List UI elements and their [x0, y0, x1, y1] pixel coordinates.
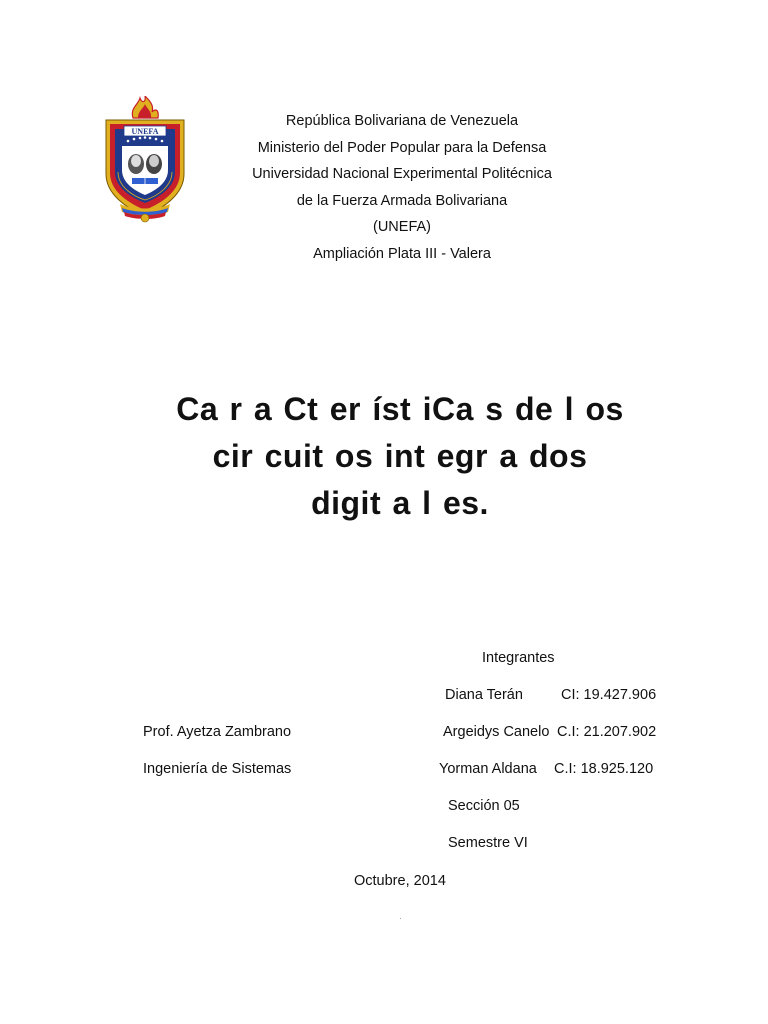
member-name: Yorman Aldana	[439, 761, 537, 777]
page-dot: ·	[399, 914, 402, 923]
title-line: digit a l es.	[311, 485, 489, 521]
header-line: Ampliación Plata III - Valera	[313, 245, 491, 262]
section-label: Sección 05	[448, 798, 520, 814]
semester-label: Semestre VI	[448, 835, 528, 851]
institution-header	[200, 108, 604, 268]
header-line: República Bolivariana de Venezuela	[285, 113, 519, 129]
member-ci: C.I: 21.207.902	[557, 724, 657, 740]
title-line: Ca r a Ct er íst iCa s de l os	[176, 391, 624, 427]
title-line: cir cuit os int egr a dos	[212, 438, 588, 474]
member-ci: C.I: 18.925.120	[554, 761, 654, 777]
svg-text:UNEFA: UNEFA	[131, 127, 159, 136]
professor-name: Prof. Ayetza Zambrano	[143, 724, 292, 740]
header-line: (UNEFA)	[373, 219, 431, 236]
member-name: Argeidys Canelo	[443, 724, 550, 740]
members-heading: Integrantes	[482, 650, 555, 666]
career-name: Ingeniería de Sistemas	[143, 761, 292, 777]
header-line: de la Fuerza Armada Bolivariana	[296, 192, 508, 209]
header-line: Ministerio del Poder Popular para la Defensa	[257, 139, 547, 156]
document-date: Octubre, 2014	[354, 873, 446, 889]
header-line: Universidad Nacional Experimental Politécnica	[252, 166, 552, 183]
member-ci: CI: 19.427.906	[561, 687, 657, 703]
member-name: Diana Terán	[445, 687, 523, 703]
document-title	[110, 386, 690, 527]
unefa-seal-icon	[102, 96, 188, 224]
